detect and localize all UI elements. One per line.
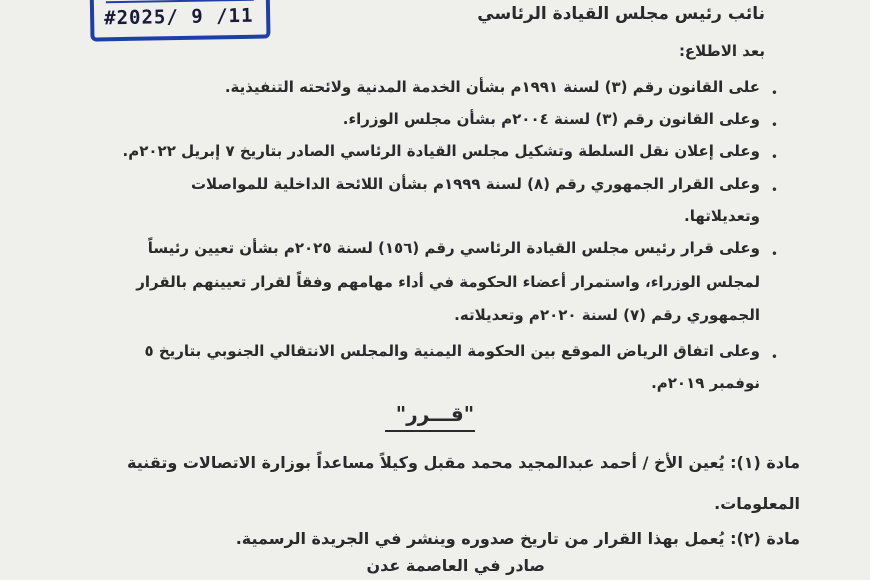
clause-6: وعلى اتفاق الرياض الموقع بين الحكومة اليمنية والمجلس الانتقالي الجنوبي بتاريخ ٥ bbox=[144, 342, 760, 360]
article-2: مادة (٢): يُعمل بهذا القرار من تاريخ صدوره وينشر في الجريدة الرسمية. bbox=[235, 529, 800, 548]
clause-5-continued: لمجلس الوزراء، واستمرار أعضاء الحكومة في أداء مهامهم وفقاً لقرار تعيينهم بالقرار bbox=[136, 273, 760, 291]
decision-title: "قـــرر" bbox=[395, 402, 475, 426]
bullet-marker: • bbox=[770, 350, 778, 364]
clause-5-continued: الجمهوري رقم (٧) لسنة ٢٠٢٠م وتعديلاته. bbox=[454, 306, 760, 324]
clause-5: وعلى قرار رئيس مجلس القيادة الرئاسي رقم (١٥٦) لسنة ٢٠٢٥م بشأن تعيين رئيساً bbox=[147, 239, 760, 257]
bullet-marker: • bbox=[770, 86, 778, 100]
issued-location: صادر في العاصمة عدن bbox=[366, 556, 545, 575]
clause-1: على القانون رقم (٣) لسنة ١٩٩١م بشأن الخدمة المدنية ولائحته التنفيذية. bbox=[224, 78, 760, 96]
clause-4-continued: وتعديلاتها. bbox=[684, 207, 760, 225]
bullet-marker: • bbox=[770, 150, 778, 164]
clause-4: وعلى القرار الجمهوري رقم (٨) لسنة ١٩٩٩م بشأن اللائحة الداخلية للمواصلات bbox=[190, 175, 760, 193]
stamp-date: #2025/ 9 /11 bbox=[103, 4, 254, 30]
stamp-header bbox=[106, 0, 254, 3]
bullet-marker: • bbox=[770, 183, 778, 197]
article-1: مادة (١): يُعين الأخ / أحمد عبدالمجيد محمد مقبل وكيلاً مساعداً بوزارة الاتصالات وتقنية bbox=[127, 453, 800, 472]
clause-3: وعلى إعلان نقل السلطة وتشكيل مجلس القيادة الرئاسي الصادر بتاريخ ٧ إبريل ٢٠٢٢م. bbox=[122, 142, 760, 160]
title-underline bbox=[385, 430, 475, 432]
document-heading: نائب رئيس مجلس القيادة الرئاسي bbox=[477, 4, 765, 24]
preamble: بعد الاطلاع: bbox=[678, 42, 765, 60]
bullet-marker: • bbox=[770, 247, 778, 261]
date-stamp bbox=[89, 0, 270, 42]
article-1-continued: المعلومات. bbox=[714, 494, 800, 513]
bullet-marker: • bbox=[770, 118, 778, 132]
clause-2: وعلى القانون رقم (٣) لسنة ٢٠٠٤م بشأن مجلس الوزراء. bbox=[342, 110, 760, 128]
clause-6-continued: نوفمبر ٢٠١٩م. bbox=[651, 374, 760, 392]
